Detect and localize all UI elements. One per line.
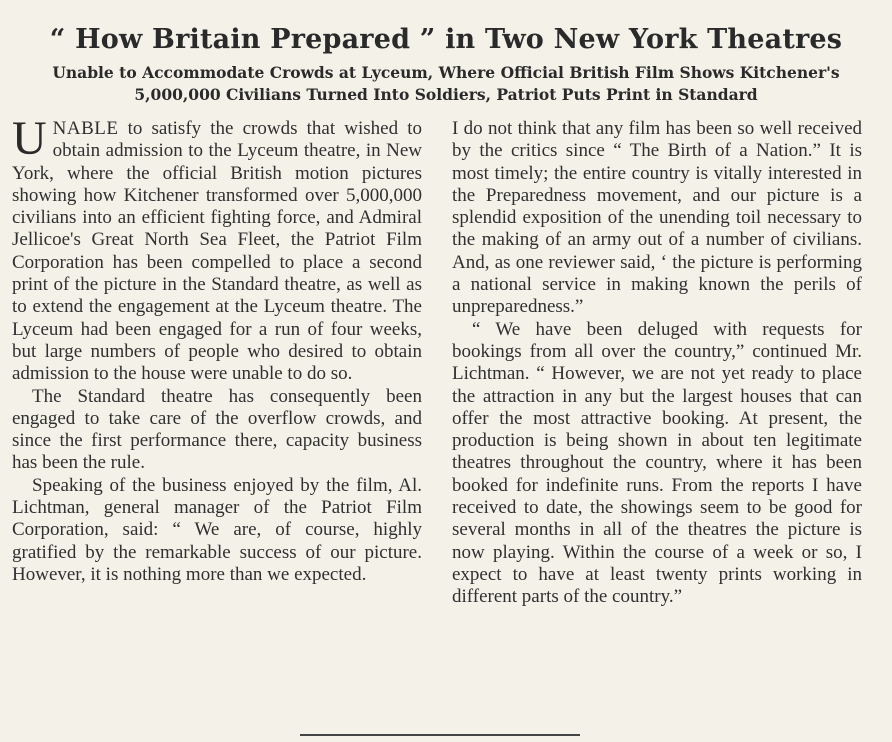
- bottom-rule: [300, 734, 580, 736]
- paragraph-lichtman-quote: Speaking of the business enjoyed by the film, Al. Lichtman, general manager of the Patriot Film Corporation, said: “ We are, of course, highly gratified by the remarkable success of our picture. However, it is nothing more than we expected.: [12, 474, 422, 585]
- left-column: [12, 112, 422, 586]
- paragraph-standard-theatre: The Standard theatre has consequently been engaged to take care of the overflow crowds, and since the first performance there, capacity business has been the rule.: [12, 385, 422, 474]
- lead-paragraph: [12, 112, 422, 386]
- lead-caps: NABLE: [52, 118, 119, 139]
- article-subhead: [0, 62, 892, 106]
- paragraph-critics: I do not think that any film has been so well received by the critics since “ The Birth of a Nation.” It is most timely; the entire country is vitally interested in the Preparedness movement, and our picture is a splendid exposition of the unending toil necessary to the making of an army out of a number of civilians. And, as one reviewer said, ‘ the picture is performing a national service in making known the perils of unpreparedness.”: [452, 118, 862, 318]
- subhead-line-1: Unable to Accommodate Crowds at Lyceum, Where Official British Film Shows Kitchener's: [52, 63, 840, 82]
- right-column: [452, 118, 862, 609]
- drop-cap: U: [12, 112, 47, 165]
- subhead-line-2: 5,000,000 Civilians Turned Into Soldiers, Patriot Puts Print in Standard: [134, 85, 758, 104]
- paragraph-bookings: “ We have been deluged with requests for bookings from all over the country,” continued Mr. Lichtman. “ However, we are not yet ready to place the attraction in any but the largest houses that can offer the most attractive booking. At present, the production is being shown in about ten legitimate theatres throughout the country, where it has been booked for indefinite runs. From the reports I have received to date, the showings seem to be good for several months in all of the theatres the picture is now playing. Within the course of a week or so, I expect to have at least twenty prints working in different parts of the country.”: [452, 318, 862, 608]
- article-headline: “ How Britain Prepared ” in Two New York Theatres: [49, 24, 843, 55]
- lead-text: to satisfy the crowds that wished to obtain admission to the Lyceum theatre, in New York, where the official British motion pictures showing how Kitchener transformed over 5,000,000 civilians into an efficient fighting force, and Admiral Jellicoe's Great North Sea Fleet, the Patriot Film Corporation has been compelled to place a second print of the picture in the Standard theatre, as well as to extend the engagement at the Lyceum theatre. The Lyceum had been engaged for a run of four weeks, but large numbers of people who desired to obtain admission to the house were unable to do so.: [12, 118, 422, 385]
